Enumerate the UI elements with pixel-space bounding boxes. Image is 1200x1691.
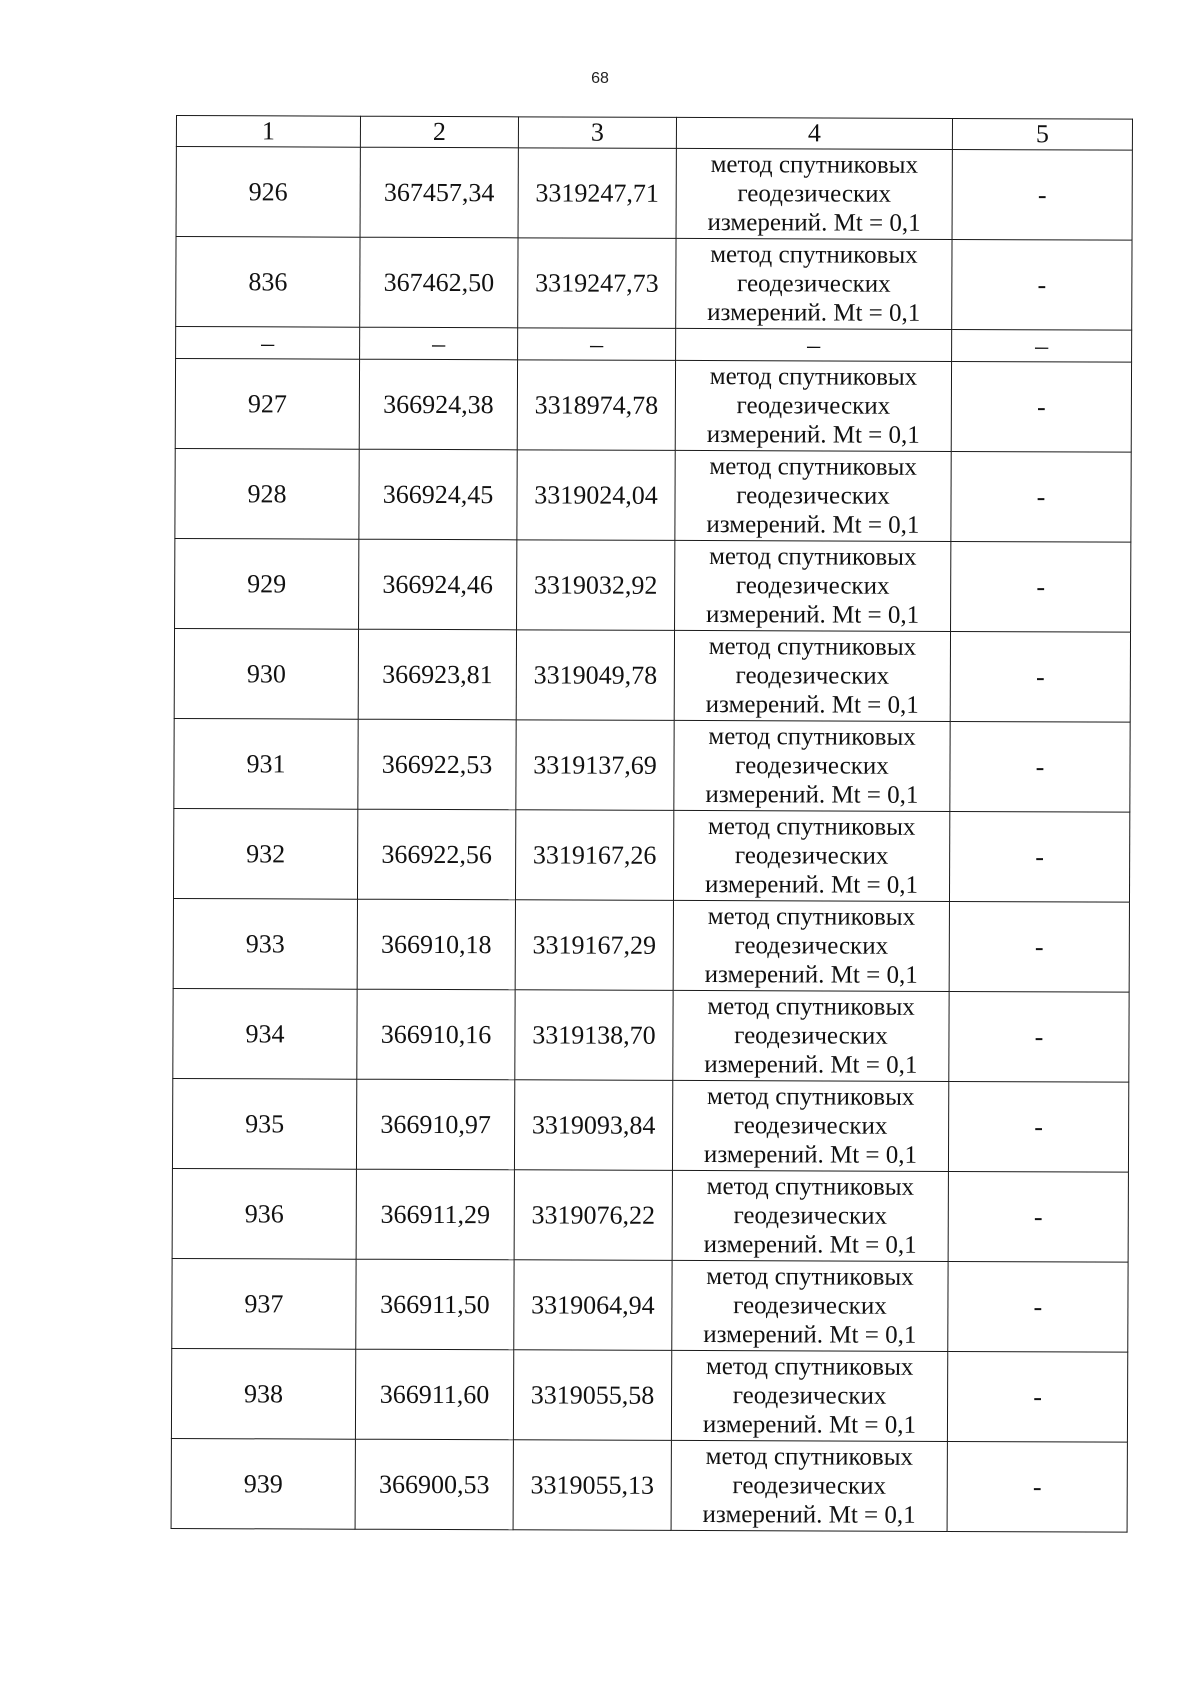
point-number: 935 [172, 1078, 356, 1169]
method-description: метод спутниковых геодезических измерений. Mt = 0,1 [676, 148, 952, 239]
method-description: метод спутниковых геодезических измерений. Mt = 0,1 [672, 1260, 948, 1351]
x-coordinate: 366924,38 [359, 359, 517, 450]
col5-value: - [951, 451, 1131, 542]
x-coordinate: 366910,97 [356, 1079, 514, 1170]
point-number: 936 [172, 1168, 356, 1259]
table-row [171, 1348, 1127, 1442]
header-col-4: 4 [676, 117, 952, 149]
col5-value: - [950, 721, 1130, 812]
method-description: метод спутниковых геодезических измерений. Mt = 0,1 [673, 900, 949, 991]
table-row [173, 988, 1129, 1082]
table-row [172, 1258, 1128, 1352]
col5-value: - [952, 149, 1132, 240]
col5-value: - [948, 1171, 1128, 1262]
table-header-row [176, 116, 1132, 151]
point-number: 932 [173, 808, 357, 899]
y-coordinate: 3319167,26 [515, 810, 673, 901]
col5-value: - [950, 631, 1130, 722]
table-row [172, 1168, 1128, 1262]
col5-value: - [948, 1081, 1128, 1172]
point-number: 934 [173, 988, 357, 1079]
table-row [175, 538, 1131, 632]
separator-dash: – [176, 327, 360, 360]
col5-value: - [949, 811, 1129, 902]
table-row [174, 628, 1130, 722]
page-number: 68 [591, 70, 609, 87]
point-number: 928 [175, 448, 359, 539]
y-coordinate: 3319247,73 [518, 238, 676, 329]
col5-value: - [951, 361, 1131, 452]
point-number: 929 [175, 538, 359, 629]
separator-dash: – [676, 328, 952, 361]
header-col-1: 1 [176, 116, 360, 148]
col5-value: - [949, 901, 1129, 992]
x-coordinate: 366924,46 [359, 539, 517, 630]
point-number: 836 [176, 237, 360, 328]
method-description: метод спутниковых геодезических измерений. Mt = 0,1 [672, 1170, 948, 1261]
x-coordinate: 366910,18 [357, 899, 515, 990]
x-coordinate: 366911,29 [356, 1169, 514, 1260]
x-coordinate: 366923,81 [358, 629, 516, 720]
point-number: 937 [172, 1258, 356, 1349]
point-number: 939 [171, 1438, 355, 1529]
method-description: метод спутниковых геодезических измерений. Mt = 0,1 [675, 360, 951, 451]
y-coordinate: 3319055,13 [513, 1440, 671, 1531]
point-number: 933 [173, 898, 357, 989]
col5-value: - [952, 239, 1132, 330]
y-coordinate: 3319137,69 [516, 720, 674, 811]
table-row [175, 448, 1131, 542]
y-coordinate: 3319055,58 [513, 1350, 671, 1441]
table-row [173, 808, 1129, 902]
y-coordinate: 3319093,84 [514, 1080, 672, 1171]
header-col-5: 5 [952, 118, 1132, 150]
y-coordinate: 3319024,04 [517, 450, 675, 541]
col5-value: - [948, 1261, 1128, 1352]
coordinates-table [171, 115, 1133, 1533]
table-row [172, 1078, 1128, 1172]
point-number: 938 [171, 1348, 355, 1439]
y-coordinate: 3319138,70 [515, 990, 673, 1081]
x-coordinate: 366911,60 [355, 1349, 513, 1440]
x-coordinate: 366911,50 [356, 1259, 514, 1350]
col5-value: - [947, 1351, 1127, 1442]
point-number: 930 [174, 628, 358, 719]
table-row [171, 1438, 1127, 1532]
method-description: метод спутниковых геодезических измерений. Mt = 0,1 [671, 1350, 947, 1441]
point-number: 926 [176, 147, 360, 238]
method-description: метод спутниковых геодезических измерений. Mt = 0,1 [673, 990, 949, 1081]
y-coordinate: 3319167,29 [515, 900, 673, 991]
separator-dash: – [518, 328, 676, 361]
method-description: метод спутниковых геодезических измерений. Mt = 0,1 [671, 1440, 947, 1531]
x-coordinate: 367462,50 [360, 237, 518, 328]
x-coordinate: 366910,16 [357, 989, 515, 1080]
method-description: метод спутниковых геодезических измерений. Mt = 0,1 [674, 630, 950, 721]
x-coordinate: 366922,53 [358, 719, 516, 810]
table-row [173, 898, 1129, 992]
y-coordinate: 3319064,94 [514, 1260, 672, 1351]
method-description: метод спутниковых геодезических измерений. Mt = 0,1 [675, 450, 951, 541]
header-col-2: 2 [360, 116, 518, 148]
point-number: 927 [175, 359, 359, 450]
col5-value: - [951, 541, 1131, 632]
method-description: метод спутниковых геодезических измерений. Mt = 0,1 [675, 540, 951, 631]
col5-value: - [947, 1441, 1127, 1532]
col5-value: - [949, 991, 1129, 1082]
method-description: метод спутниковых геодезических измерений. Mt = 0,1 [676, 238, 952, 329]
y-coordinate: 3319247,71 [518, 148, 676, 239]
y-coordinate: 3319049,78 [516, 630, 674, 721]
x-coordinate: 366900,53 [355, 1439, 513, 1530]
table-row [176, 237, 1132, 331]
y-coordinate: 3319076,22 [514, 1170, 672, 1261]
method-description: метод спутниковых геодезических измерений. Mt = 0,1 [673, 810, 949, 901]
separator-row [176, 327, 1132, 363]
method-description: метод спутниковых геодезических измерений. Mt = 0,1 [674, 720, 950, 811]
point-number: 931 [174, 718, 358, 809]
x-coordinate: 366924,45 [359, 449, 517, 540]
table-row [174, 718, 1130, 812]
table-row [176, 147, 1132, 241]
separator-dash: – [952, 329, 1132, 362]
y-coordinate: 3319032,92 [517, 540, 675, 631]
method-description: метод спутниковых геодезических измерений. Mt = 0,1 [672, 1080, 948, 1171]
header-col-3: 3 [518, 117, 676, 149]
x-coordinate: 367457,34 [360, 147, 518, 238]
separator-dash: – [360, 327, 518, 360]
y-coordinate: 3318974,78 [517, 360, 675, 451]
table-row [175, 359, 1131, 453]
x-coordinate: 366922,56 [357, 809, 515, 900]
